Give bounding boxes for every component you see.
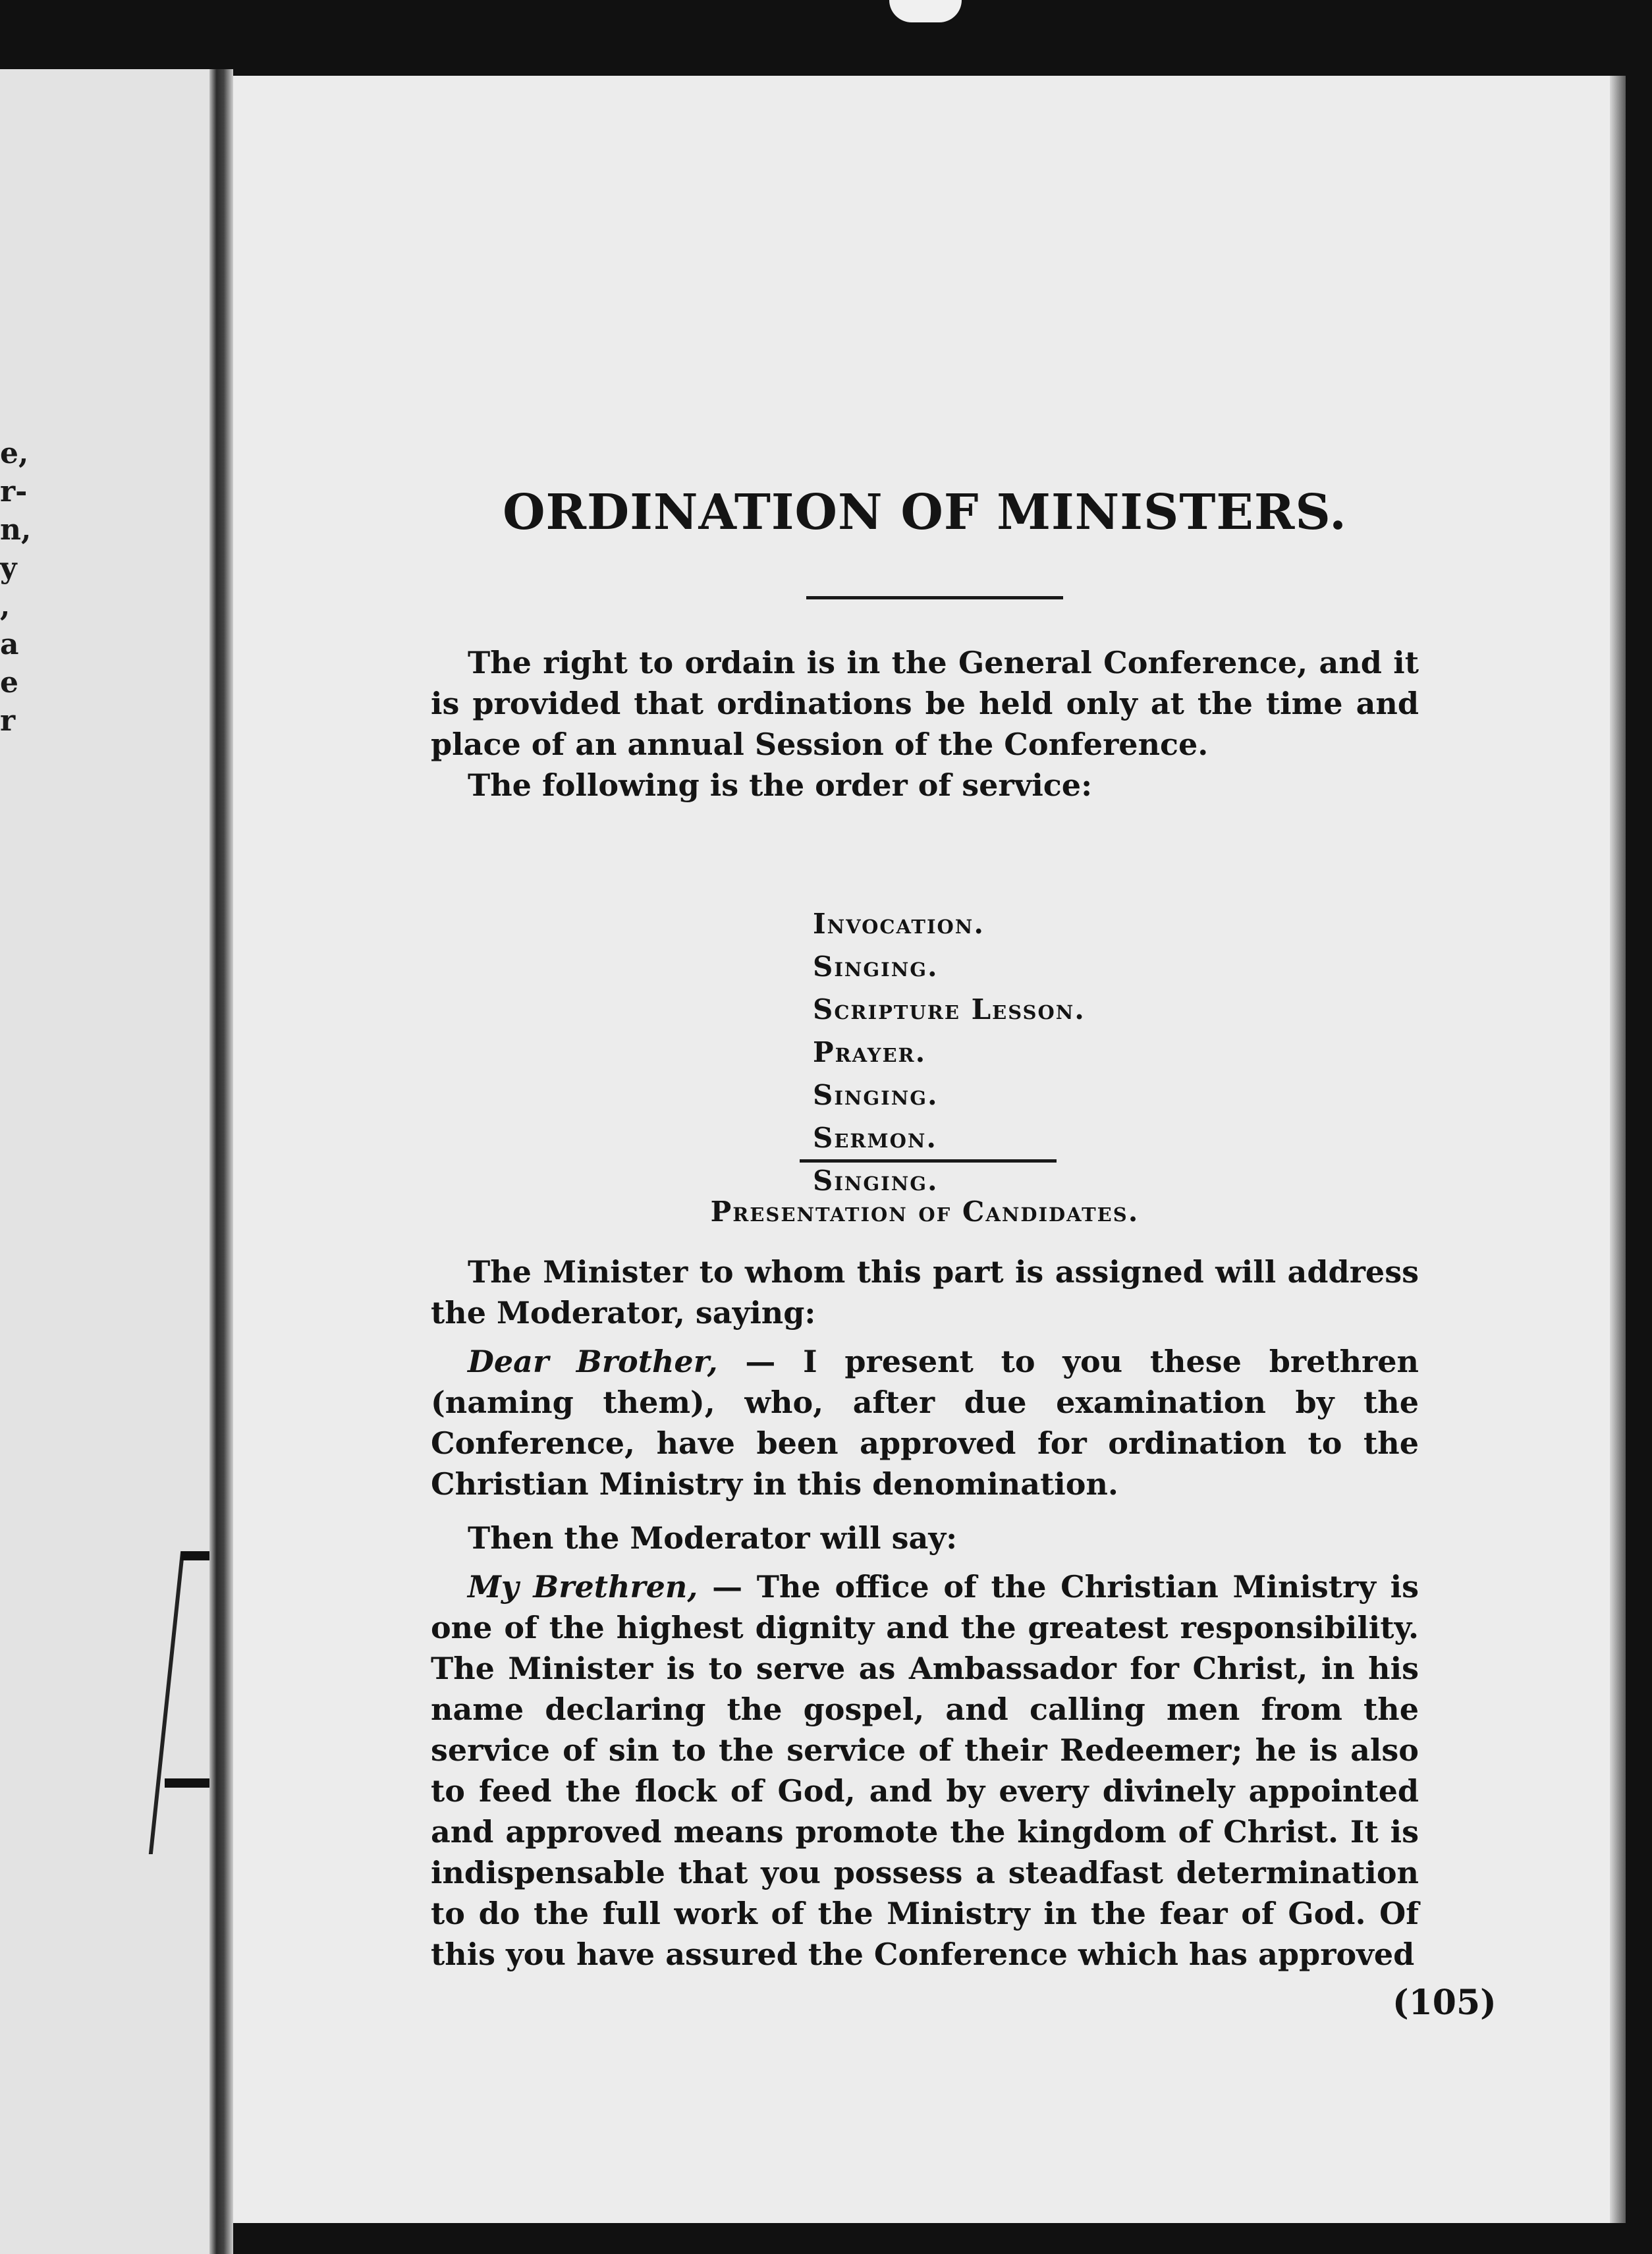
- charge-text: — The office of the Christian Ministry is one of the highest dignity and the greatest responsibility. The Minister is to serve as Ambassador for Christ, in his name declaring the gospel, and calling men from the service of sin to the service of their Redeemer; he is also to feed the flock of God, and by every divinely appointed and approved means promote the kingdom of Christ. It is indispensable that you possess a steadfast determination to do the full work of the Ministry in the fear of God. Of this you have assured the Conference which has approved: [431, 1569, 1419, 1972]
- list-item: Singing.: [813, 1165, 939, 1197]
- presentation-section: [431, 1251, 1419, 1975]
- moderator-charge: [431, 1566, 1419, 1975]
- speaker-label: Dear Brother,: [468, 1344, 718, 1379]
- book-spine: [209, 69, 233, 2254]
- section-heading: Presentation of Candidates.: [710, 1196, 1140, 1228]
- intro-section: [431, 642, 1419, 806]
- page-number: (105): [1392, 1983, 1497, 2023]
- speaker-label: My Brethren,: [468, 1569, 698, 1605]
- list-item: Invocation.: [813, 908, 985, 940]
- section-divider: [800, 1159, 1057, 1163]
- list-item: Sermon.: [813, 1122, 938, 1154]
- presentation-address: [431, 1341, 1419, 1504]
- list-item: Singing.: [813, 1079, 939, 1111]
- right-page: [233, 76, 1626, 2223]
- left-fragment-char: e: [0, 666, 18, 700]
- left-fragment-char: r-: [0, 475, 28, 509]
- left-fragment-char: n,: [0, 513, 32, 547]
- intro-paragraph: The right to ordain is in the General Conference, and it is provided that ordinations be held only at the time and place of an annual Session of the Conference.: [431, 645, 1419, 762]
- moderator-intro: Then the Moderator will say:: [468, 1520, 958, 1556]
- title-divider: [806, 596, 1063, 599]
- page-title: ORDINATION OF MINISTERS.: [503, 484, 1347, 541]
- list-item: Scripture Lesson.: [813, 993, 1086, 1026]
- list-item: Prayer.: [813, 1036, 927, 1068]
- intro-paragraph: The following is the order of service:: [468, 767, 1093, 803]
- left-fragment-char: e,: [0, 437, 29, 470]
- left-page: [0, 69, 209, 2254]
- left-fragment-char: ,: [0, 590, 11, 623]
- left-fragment-char: a: [0, 628, 19, 661]
- presentation-intro: The Minister to whom this part is assigned will address the Moderator, saying:: [431, 1254, 1419, 1331]
- list-item: Singing.: [813, 950, 939, 983]
- left-page-text-fragment: [0, 435, 32, 740]
- page-edge-shadow: [1610, 76, 1626, 2223]
- order-of-service-list: [813, 902, 1086, 1202]
- scan-blot: [889, 0, 962, 22]
- binding-knot: [165, 1778, 211, 1788]
- address-text: — I present to you these brethren (naming them), who, after due examination by the Conference, have been approved for ordination to the Christian Ministry in this denomination.: [431, 1344, 1419, 1502]
- left-fragment-char: r: [0, 704, 16, 738]
- left-fragment-char: y: [0, 551, 17, 585]
